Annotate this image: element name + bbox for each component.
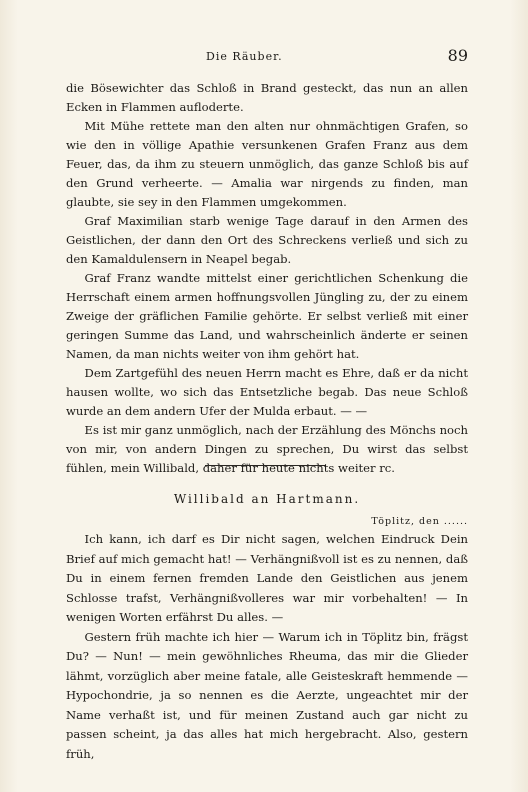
letter-title: Willibald an Hartmann. [173, 492, 361, 506]
paragraph: Mit Mühe rettete man den alten nur ohnmächtigen Grafen, so wie den in völlige Apathie versunkenen Grafen Franz aus dem Feuer, das, da ihm zu steuern unmöglich, das ganze Schloß bis auf den Grund verheerte. — Amalia war nirgends zu finden, man glaubte, sie sey in den Flammen umgekommen. [66, 119, 468, 209]
paragraph: Es ist mir ganz unmöglich, nach der Erzählung des Mönchs noch von mir, von andern Dingen zu sprechen, Du wirst das selbst fühlen, mein Willibald, daher für heute nichts weiter rc. [66, 423, 468, 475]
page-number: 89 [447, 46, 468, 65]
narrative-text [66, 79, 468, 478]
running-title: Die Räuber. [206, 50, 283, 63]
paragraph: die Bösewichter das Schloß in Brand gesteckt, das nun an allen Ecken in Flammen aufloderte. [66, 81, 468, 114]
paragraph: Dem Zartgefühl des neuen Herrn macht es Ehre, daß er da nicht hausen wollte, wo sich das Entsetzliche begab. Das neue Schloß wurde an dem andern Ufer der Mulda erbaut. — — [66, 366, 468, 418]
paragraph: Graf Franz wandte mittelst einer gerichtlichen Schenkung die Herrschaft einem armen hoffnungsvollen Jüngling zu, der zu einem Zweige der gräflichen Familie gehörte. Er selbst verließ mit einer geringen Summe das Land, und wahrscheinlich änderte er seinen Namen, da man nichts weiter von ihm gehört hat. [66, 271, 468, 361]
paragraph: Ich kann, ich darf es Dir nicht sagen, welchen Eindruck Dein Brief auf mich gemacht hat! — Verhängnißvoll ist es zu nennen, daß Du in einem fernen fremden Lande den Geistlichen aus jenem Schlosse trafst, Verhängnißvolleres war mir vorbehalten! — In wenigen Worten erfährst Du alles. — [66, 532, 468, 624]
page-header [66, 46, 468, 68]
letter-text [66, 530, 468, 764]
paragraph: Gestern früh machte ich hier — Warum ich in Töplitz bin, frägst Du? — Nun! — mein gewöhnliches Rheuma, das mir die Glieder lähmt, vorzüglich aber meine fatale, alle Geisteskraft hemmende — Hypochondrie, ja so nennen es die Aerzte, ungeachtet mir der Name verhaßt ist, und für meinen Zustand auch gar nicht zu passen scheint, ja das alles hat mich hergebracht. Also, gestern früh, [66, 629, 468, 761]
paragraph: Graf Maximilian starb wenige Tage darauf in den Armen des Geistlichen, der dann den Ort des Schreckens verließ und sich zu den Kamaldulensern in Neapel begab. [66, 214, 468, 266]
section-divider [205, 465, 325, 466]
letter-place-date: Töplitz, den ...... [371, 516, 468, 527]
